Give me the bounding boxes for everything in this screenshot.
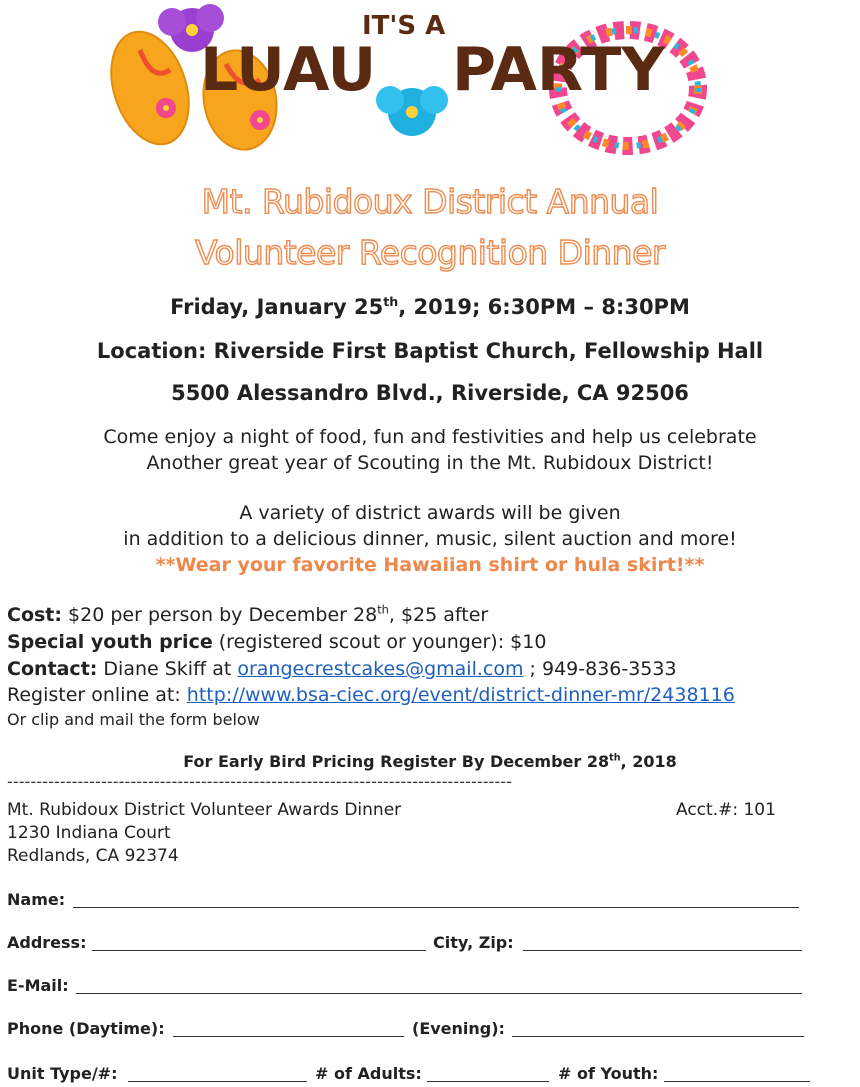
awards-line-2: in addition to a delicious dinner, music, silent auction and more! bbox=[123, 528, 737, 550]
phone-day-label: Phone (Daytime): bbox=[7, 1019, 165, 1038]
mail-form-note: Or clip and mail the form below bbox=[7, 710, 260, 729]
awards-line-1: A variety of district awards will be given bbox=[239, 502, 621, 524]
account-number: Acct.#: 101 bbox=[676, 800, 776, 820]
intro-line-1: Come enjoy a night of food, fun and festivities and help us celebrate bbox=[103, 426, 757, 448]
event-location: Location: Riverside First Baptist Church, Fellowship Hall bbox=[96, 339, 764, 363]
unit-label: Unit Type/#: bbox=[7, 1064, 118, 1083]
attire-note: **Wear your favorite Hawaiian shirt or hula skirt!** bbox=[155, 554, 705, 576]
email-label: E-Mail: bbox=[7, 976, 69, 995]
mail-to-line-1: Mt. Rubidoux District Volunteer Awards Dinner bbox=[7, 800, 402, 820]
blue-hibiscus-icon bbox=[376, 86, 448, 136]
name-label: Name: bbox=[7, 890, 66, 909]
mail-to-line-3: Redlands, CA 92374 bbox=[7, 846, 179, 866]
intro-line-2: Another great year of Scouting in the Mt. Rubidoux District! bbox=[146, 452, 714, 474]
banner-prefix: IT'S A bbox=[362, 11, 446, 41]
contact-line: Contact: Diane Skiff at orangecrestcakes@gmail.com ; 949-836-3533 bbox=[7, 658, 677, 680]
unit-field[interactable] bbox=[128, 1063, 307, 1082]
clip-cut-line: -------------------------------------------------------------------------------------- bbox=[7, 772, 513, 791]
adults-label: # of Adults: bbox=[315, 1064, 422, 1083]
early-bird-note: For Early Bird Pricing Register By December 28th, 2018 bbox=[183, 752, 677, 771]
phone-day-field[interactable] bbox=[173, 1018, 404, 1037]
contact-email-link[interactable]: orangecrestcakes@gmail.com bbox=[237, 658, 524, 680]
youth-field[interactable] bbox=[664, 1063, 810, 1082]
register-line: Register online at: http://www.bsa-ciec.org/event/district-dinner-mr/2438116 bbox=[7, 684, 735, 706]
youth-label: # of Youth: bbox=[558, 1064, 659, 1083]
luau-party-banner bbox=[100, 0, 710, 165]
phone-evening-field[interactable] bbox=[512, 1018, 804, 1037]
banner-title-left: LUAU bbox=[200, 35, 377, 105]
city-zip-label: City, Zip: bbox=[433, 933, 514, 952]
register-url-link[interactable]: http://www.bsa-ciec.org/event/district-dinner-mr/2438116 bbox=[186, 684, 735, 706]
name-field[interactable] bbox=[73, 889, 799, 908]
youth-price-line: Special youth price (registered scout or younger): $10 bbox=[7, 631, 547, 653]
headline-line-2: Volunteer Recognition Dinner bbox=[195, 233, 665, 272]
headline-line-1: Mt. Rubidoux District Annual bbox=[201, 182, 659, 221]
address-label: Address: bbox=[7, 933, 87, 952]
address-field[interactable] bbox=[92, 932, 426, 951]
city-zip-field[interactable] bbox=[523, 932, 802, 951]
cost-line: Cost: $20 per person by December 28th, $25 after bbox=[7, 602, 489, 626]
banner-title-right: PARTY bbox=[452, 35, 665, 105]
phone-evening-label: (Evening): bbox=[412, 1019, 505, 1038]
adults-field[interactable] bbox=[427, 1063, 549, 1082]
mail-to-line-2: 1230 Indiana Court bbox=[7, 823, 171, 843]
event-date: Friday, January 25th, 2019; 6:30PM – 8:30PM bbox=[170, 294, 690, 319]
event-address: 5500 Alessandro Blvd., Riverside, CA 92506 bbox=[171, 381, 689, 405]
email-field[interactable] bbox=[76, 975, 802, 994]
